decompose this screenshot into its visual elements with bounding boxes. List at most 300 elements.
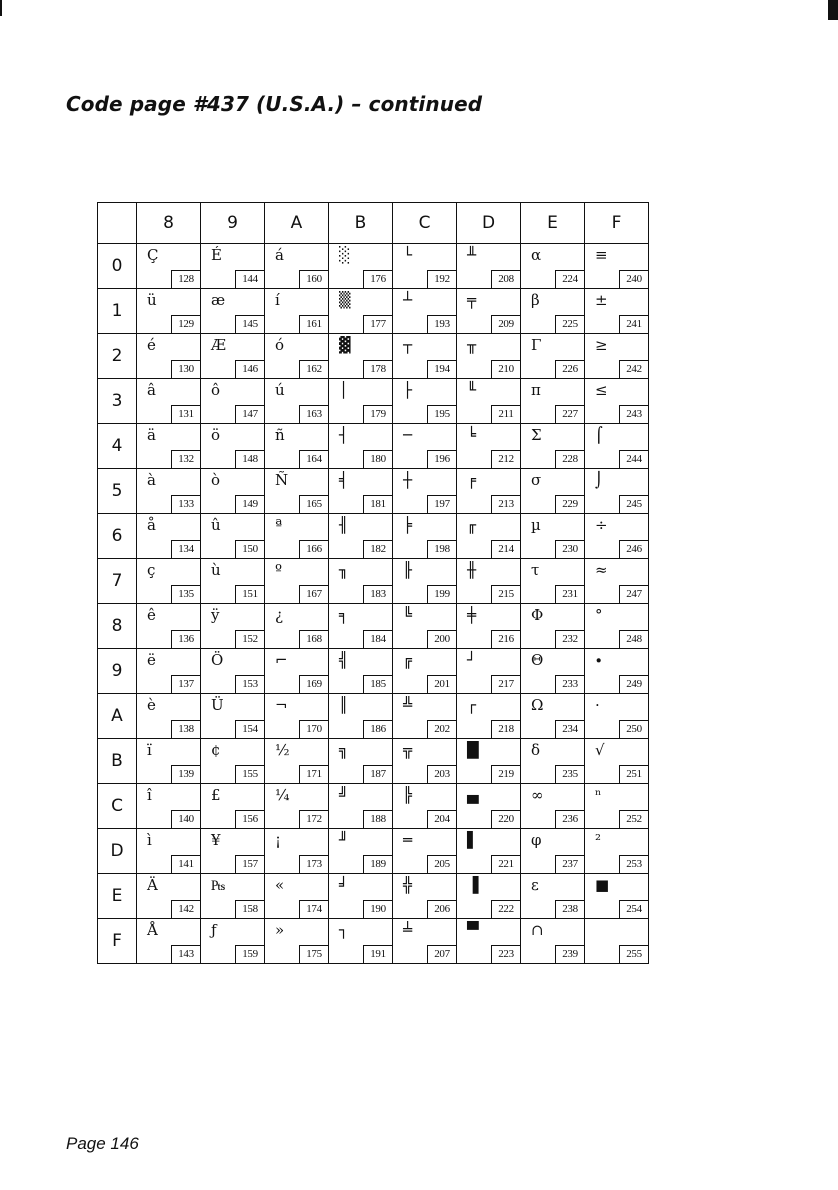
character-cell bbox=[329, 874, 393, 919]
character-glyph: â bbox=[147, 381, 156, 399]
character-glyph: ¬ bbox=[275, 696, 288, 714]
decimal-code-box: 130 bbox=[171, 360, 200, 378]
character-glyph: ù bbox=[211, 561, 221, 579]
character-cell bbox=[393, 289, 457, 334]
character-cell bbox=[585, 379, 649, 424]
character-cell bbox=[393, 514, 457, 559]
decimal-code-box: 152 bbox=[235, 630, 264, 648]
character-cell bbox=[329, 514, 393, 559]
character-cell bbox=[265, 334, 329, 379]
character-cell bbox=[265, 379, 329, 424]
character-cell bbox=[137, 469, 201, 514]
decimal-code-box: 215 bbox=[491, 585, 520, 603]
table-row bbox=[98, 874, 649, 919]
character-glyph: ┘ bbox=[467, 651, 477, 669]
character-cell bbox=[585, 649, 649, 694]
character-cell bbox=[201, 469, 265, 514]
decimal-code-box: 219 bbox=[491, 765, 520, 783]
row-header: 8 bbox=[98, 604, 137, 649]
character-glyph: ╗ bbox=[339, 741, 349, 759]
character-glyph: ≥ bbox=[595, 336, 608, 354]
character-glyph: é bbox=[147, 336, 156, 354]
character-glyph: └ bbox=[403, 246, 413, 264]
character-cell bbox=[201, 739, 265, 784]
character-cell bbox=[201, 649, 265, 694]
character-glyph: ≡ bbox=[595, 246, 608, 264]
decimal-code-box: 200 bbox=[427, 630, 456, 648]
decimal-code-box: 185 bbox=[363, 675, 392, 693]
character-glyph: ═ bbox=[403, 831, 413, 849]
character-glyph: ∩ bbox=[531, 921, 544, 939]
decimal-code-box: 246 bbox=[619, 540, 648, 558]
character-glyph: ª bbox=[275, 516, 283, 534]
character-cell bbox=[265, 289, 329, 334]
character-glyph: ü bbox=[147, 291, 157, 309]
decimal-code-box: 192 bbox=[427, 270, 456, 288]
character-glyph: · bbox=[595, 696, 600, 714]
character-glyph: « bbox=[275, 876, 285, 894]
character-cell bbox=[329, 919, 393, 964]
character-cell bbox=[521, 739, 585, 784]
decimal-code-box: 226 bbox=[555, 360, 584, 378]
decimal-code-box: 235 bbox=[555, 765, 584, 783]
row-header: 2 bbox=[98, 334, 137, 379]
decimal-code-box: 196 bbox=[427, 450, 456, 468]
character-cell bbox=[585, 604, 649, 649]
character-glyph: ⌐ bbox=[275, 651, 288, 669]
character-cell bbox=[521, 424, 585, 469]
character-glyph: Ñ bbox=[275, 471, 289, 489]
character-glyph: ╪ bbox=[467, 606, 477, 624]
decimal-code-box: 209 bbox=[491, 315, 520, 333]
decimal-code-box: 248 bbox=[619, 630, 648, 648]
decimal-code-box: 214 bbox=[491, 540, 520, 558]
table-row bbox=[98, 604, 649, 649]
character-cell bbox=[521, 244, 585, 289]
table-row bbox=[98, 559, 649, 604]
decimal-code-box: 148 bbox=[235, 450, 264, 468]
character-glyph: ▄ bbox=[467, 786, 479, 804]
character-glyph: ⌡ bbox=[595, 471, 603, 489]
column-header: D bbox=[457, 203, 521, 244]
character-glyph: ∙ bbox=[595, 651, 603, 669]
decimal-code-box: 172 bbox=[299, 810, 328, 828]
character-glyph: à bbox=[147, 471, 156, 489]
decimal-code-box: 170 bbox=[299, 720, 328, 738]
character-glyph: ╝ bbox=[339, 786, 349, 804]
row-header: 5 bbox=[98, 469, 137, 514]
character-glyph: æ bbox=[211, 291, 226, 309]
decimal-code-box: 217 bbox=[491, 675, 520, 693]
decimal-code-box: 213 bbox=[491, 495, 520, 513]
character-glyph: ╡ bbox=[339, 471, 349, 489]
character-cell bbox=[265, 514, 329, 559]
character-cell bbox=[457, 244, 521, 289]
decimal-code-box: 129 bbox=[171, 315, 200, 333]
character-cell bbox=[521, 784, 585, 829]
character-cell bbox=[329, 559, 393, 604]
decimal-code-box: 199 bbox=[427, 585, 456, 603]
decimal-code-box: 202 bbox=[427, 720, 456, 738]
character-cell bbox=[137, 919, 201, 964]
character-glyph: » bbox=[275, 921, 285, 939]
character-cell bbox=[521, 559, 585, 604]
decimal-code-box: 249 bbox=[619, 675, 648, 693]
table-row bbox=[98, 649, 649, 694]
character-glyph: ² bbox=[595, 831, 602, 849]
character-glyph: á bbox=[275, 246, 284, 264]
character-glyph: ╛ bbox=[339, 876, 349, 894]
decimal-code-box: 223 bbox=[491, 945, 520, 963]
character-cell bbox=[521, 649, 585, 694]
character-cell bbox=[201, 244, 265, 289]
character-cell bbox=[521, 829, 585, 874]
character-glyph: τ bbox=[531, 561, 540, 579]
decimal-code-box: 201 bbox=[427, 675, 456, 693]
character-cell bbox=[201, 829, 265, 874]
character-glyph: º bbox=[275, 561, 283, 579]
character-cell bbox=[457, 289, 521, 334]
decimal-code-box: 175 bbox=[299, 945, 328, 963]
decimal-code-box: 237 bbox=[555, 855, 584, 873]
character-glyph: ┴ bbox=[403, 291, 413, 309]
character-cell bbox=[265, 784, 329, 829]
character-cell bbox=[329, 649, 393, 694]
table-row bbox=[98, 289, 649, 334]
character-glyph: ⁿ bbox=[595, 786, 602, 804]
character-cell bbox=[137, 874, 201, 919]
character-cell bbox=[521, 289, 585, 334]
character-glyph: ╦ bbox=[403, 741, 413, 759]
character-glyph: ö bbox=[211, 426, 221, 444]
character-glyph: Ä bbox=[147, 876, 158, 894]
decimal-code-box: 205 bbox=[427, 855, 456, 873]
character-glyph: ▀ bbox=[467, 921, 479, 939]
character-cell bbox=[521, 514, 585, 559]
character-cell bbox=[329, 289, 393, 334]
character-cell bbox=[521, 469, 585, 514]
character-glyph: ╕ bbox=[339, 606, 349, 624]
character-cell bbox=[265, 424, 329, 469]
character-cell bbox=[585, 289, 649, 334]
row-header: D bbox=[98, 829, 137, 874]
decimal-code-box: 228 bbox=[555, 450, 584, 468]
character-cell bbox=[329, 739, 393, 784]
decimal-code-box: 149 bbox=[235, 495, 264, 513]
decimal-code-box: 135 bbox=[171, 585, 200, 603]
character-glyph: ¼ bbox=[275, 786, 290, 804]
character-glyph: Σ bbox=[531, 426, 542, 444]
character-glyph: ç bbox=[147, 561, 156, 579]
character-glyph: ▓ bbox=[339, 336, 351, 354]
character-glyph: Ö bbox=[211, 651, 224, 669]
row-header: 1 bbox=[98, 289, 137, 334]
character-glyph: ∞ bbox=[531, 786, 544, 804]
decimal-code-box: 166 bbox=[299, 540, 328, 558]
character-glyph: ┼ bbox=[403, 471, 413, 489]
character-glyph: ô bbox=[211, 381, 221, 399]
character-cell bbox=[137, 289, 201, 334]
decimal-code-box: 151 bbox=[235, 585, 264, 603]
decimal-code-box: 244 bbox=[619, 450, 648, 468]
code-page-table bbox=[97, 202, 649, 964]
decimal-code-box: 236 bbox=[555, 810, 584, 828]
character-glyph: ║ bbox=[339, 696, 349, 714]
character-cell bbox=[393, 739, 457, 784]
decimal-code-box: 165 bbox=[299, 495, 328, 513]
decimal-code-box: 143 bbox=[171, 945, 200, 963]
row-header: C bbox=[98, 784, 137, 829]
character-cell bbox=[585, 244, 649, 289]
row-header: 9 bbox=[98, 649, 137, 694]
character-cell bbox=[457, 694, 521, 739]
character-glyph: δ bbox=[531, 741, 541, 759]
decimal-code-box: 251 bbox=[619, 765, 648, 783]
character-glyph: Ü bbox=[211, 696, 224, 714]
page-footer: Page 146 bbox=[66, 1134, 139, 1153]
character-cell bbox=[137, 424, 201, 469]
decimal-code-box: 138 bbox=[171, 720, 200, 738]
character-glyph: å bbox=[147, 516, 156, 534]
decimal-code-box: 154 bbox=[235, 720, 264, 738]
decimal-code-box: 168 bbox=[299, 630, 328, 648]
character-glyph: ╣ bbox=[339, 651, 349, 669]
character-glyph: ÷ bbox=[595, 516, 608, 534]
decimal-code-box: 171 bbox=[299, 765, 328, 783]
character-cell bbox=[585, 919, 649, 964]
character-cell bbox=[329, 784, 393, 829]
character-cell bbox=[137, 739, 201, 784]
character-glyph: ╫ bbox=[467, 561, 477, 579]
character-glyph: î bbox=[147, 786, 152, 804]
character-cell bbox=[457, 919, 521, 964]
character-cell bbox=[201, 694, 265, 739]
decimal-code-box: 189 bbox=[363, 855, 392, 873]
character-glyph: ╓ bbox=[467, 516, 477, 534]
character-cell bbox=[393, 919, 457, 964]
character-glyph: ú bbox=[275, 381, 285, 399]
character-cell bbox=[457, 469, 521, 514]
decimal-code-box: 220 bbox=[491, 810, 520, 828]
character-cell bbox=[201, 424, 265, 469]
character-cell bbox=[457, 829, 521, 874]
character-glyph: ± bbox=[595, 291, 608, 309]
decimal-code-box: 128 bbox=[171, 270, 200, 288]
character-glyph: ó bbox=[275, 336, 285, 354]
decimal-code-box: 158 bbox=[235, 900, 264, 918]
decimal-code-box: 177 bbox=[363, 315, 392, 333]
decimal-code-box: 167 bbox=[299, 585, 328, 603]
decimal-code-box: 195 bbox=[427, 405, 456, 423]
character-glyph: ⌠ bbox=[595, 426, 603, 444]
decimal-code-box: 176 bbox=[363, 270, 392, 288]
character-glyph: ├ bbox=[403, 381, 413, 399]
character-glyph: ╨ bbox=[467, 246, 477, 264]
character-glyph: σ bbox=[531, 471, 542, 489]
character-glyph: ░ bbox=[339, 246, 351, 264]
character-cell bbox=[265, 874, 329, 919]
decimal-code-box: 227 bbox=[555, 405, 584, 423]
character-cell bbox=[585, 334, 649, 379]
character-cell bbox=[393, 604, 457, 649]
decimal-code-box: 253 bbox=[619, 855, 648, 873]
character-glyph: ╠ bbox=[403, 786, 413, 804]
table-row bbox=[98, 829, 649, 874]
decimal-code-box: 160 bbox=[299, 270, 328, 288]
table-body bbox=[98, 244, 649, 964]
row-header: B bbox=[98, 739, 137, 784]
character-cell bbox=[457, 379, 521, 424]
decimal-code-box: 187 bbox=[363, 765, 392, 783]
character-cell bbox=[201, 919, 265, 964]
character-cell bbox=[393, 874, 457, 919]
character-glyph: ½ bbox=[275, 741, 290, 759]
decimal-code-box: 254 bbox=[619, 900, 648, 918]
decimal-code-box: 194 bbox=[427, 360, 456, 378]
decimal-code-box: 182 bbox=[363, 540, 392, 558]
character-cell bbox=[521, 694, 585, 739]
character-glyph: ╙ bbox=[467, 381, 477, 399]
column-header: A bbox=[265, 203, 329, 244]
character-cell bbox=[457, 784, 521, 829]
character-glyph: █ bbox=[467, 741, 479, 759]
row-header: A bbox=[98, 694, 137, 739]
table-row bbox=[98, 424, 649, 469]
decimal-code-box: 224 bbox=[555, 270, 584, 288]
character-glyph: ─ bbox=[403, 426, 413, 444]
column-header: 8 bbox=[137, 203, 201, 244]
character-cell bbox=[329, 469, 393, 514]
character-glyph: Θ bbox=[531, 651, 544, 669]
character-glyph: √ bbox=[595, 741, 605, 759]
character-cell bbox=[393, 649, 457, 694]
character-glyph: ■ bbox=[595, 876, 610, 894]
decimal-code-box: 238 bbox=[555, 900, 584, 918]
decimal-code-box: 181 bbox=[363, 495, 392, 513]
column-header-row bbox=[98, 203, 649, 244]
character-cell bbox=[585, 694, 649, 739]
character-cell bbox=[137, 829, 201, 874]
decimal-code-box: 232 bbox=[555, 630, 584, 648]
decimal-code-box: 183 bbox=[363, 585, 392, 603]
character-cell bbox=[137, 694, 201, 739]
character-glyph: ┐ bbox=[339, 921, 349, 939]
decimal-code-box: 231 bbox=[555, 585, 584, 603]
decimal-code-box: 193 bbox=[427, 315, 456, 333]
character-glyph: ï bbox=[147, 741, 152, 759]
character-cell bbox=[329, 424, 393, 469]
character-glyph: É bbox=[211, 246, 222, 264]
character-glyph: ê bbox=[147, 606, 156, 624]
character-glyph: ¥ bbox=[211, 831, 221, 849]
character-glyph: ▌ bbox=[467, 831, 479, 849]
table-row bbox=[98, 469, 649, 514]
decimal-code-box: 179 bbox=[363, 405, 392, 423]
decimal-code-box: 146 bbox=[235, 360, 264, 378]
character-cell bbox=[521, 604, 585, 649]
character-glyph: ╧ bbox=[403, 921, 413, 939]
character-glyph: ╤ bbox=[467, 291, 477, 309]
character-cell bbox=[393, 334, 457, 379]
decimal-code-box: 212 bbox=[491, 450, 520, 468]
row-header: F bbox=[98, 919, 137, 964]
corner-cell bbox=[98, 203, 137, 244]
character-glyph: ╢ bbox=[339, 516, 349, 534]
decimal-code-box: 186 bbox=[363, 720, 392, 738]
decimal-code-box: 225 bbox=[555, 315, 584, 333]
character-cell bbox=[585, 514, 649, 559]
character-glyph: ÿ bbox=[211, 606, 220, 624]
character-glyph: ƒ bbox=[211, 921, 217, 939]
character-glyph: ₧ bbox=[211, 876, 226, 894]
decimal-code-box: 163 bbox=[299, 405, 328, 423]
character-cell bbox=[137, 649, 201, 694]
character-cell bbox=[393, 424, 457, 469]
character-glyph: │ bbox=[339, 381, 349, 399]
character-cell bbox=[457, 424, 521, 469]
decimal-code-box: 243 bbox=[619, 405, 648, 423]
decimal-code-box: 203 bbox=[427, 765, 456, 783]
character-glyph: φ bbox=[531, 831, 542, 849]
decimal-code-box: 218 bbox=[491, 720, 520, 738]
character-cell bbox=[137, 604, 201, 649]
character-cell bbox=[329, 244, 393, 289]
decimal-code-box: 208 bbox=[491, 270, 520, 288]
table-row bbox=[98, 784, 649, 829]
decimal-code-box: 242 bbox=[619, 360, 648, 378]
character-cell bbox=[393, 244, 457, 289]
decimal-code-box: 198 bbox=[427, 540, 456, 558]
decimal-code-box: 162 bbox=[299, 360, 328, 378]
character-cell bbox=[265, 694, 329, 739]
row-header: E bbox=[98, 874, 137, 919]
character-cell bbox=[265, 244, 329, 289]
character-cell bbox=[585, 739, 649, 784]
character-glyph: ▐ bbox=[467, 876, 479, 894]
character-glyph: è bbox=[147, 696, 156, 714]
character-glyph: ╘ bbox=[467, 426, 477, 444]
decimal-code-box: 180 bbox=[363, 450, 392, 468]
character-glyph: ╜ bbox=[339, 831, 349, 849]
character-glyph: ì bbox=[147, 831, 152, 849]
character-cell bbox=[585, 874, 649, 919]
decimal-code-box: 241 bbox=[619, 315, 648, 333]
decimal-code-box: 134 bbox=[171, 540, 200, 558]
table-row bbox=[98, 334, 649, 379]
character-cell bbox=[265, 739, 329, 784]
character-glyph: Ω bbox=[531, 696, 544, 714]
column-header: 9 bbox=[201, 203, 265, 244]
character-cell bbox=[265, 469, 329, 514]
row-header: 0 bbox=[98, 244, 137, 289]
decimal-code-box: 161 bbox=[299, 315, 328, 333]
decimal-code-box: 132 bbox=[171, 450, 200, 468]
character-glyph: ┤ bbox=[339, 426, 349, 444]
table-row bbox=[98, 694, 649, 739]
decimal-code-box: 207 bbox=[427, 945, 456, 963]
character-cell bbox=[329, 379, 393, 424]
character-glyph: π bbox=[531, 381, 541, 399]
character-glyph: ╒ bbox=[467, 471, 477, 489]
character-cell bbox=[585, 829, 649, 874]
decimal-code-box: 204 bbox=[427, 810, 456, 828]
page-title: Code page #437 (U.S.A.) – continued bbox=[66, 92, 483, 116]
character-cell bbox=[201, 334, 265, 379]
character-cell bbox=[201, 559, 265, 604]
decimal-code-box: 140 bbox=[171, 810, 200, 828]
character-glyph: ¿ bbox=[275, 606, 284, 624]
character-cell bbox=[393, 379, 457, 424]
